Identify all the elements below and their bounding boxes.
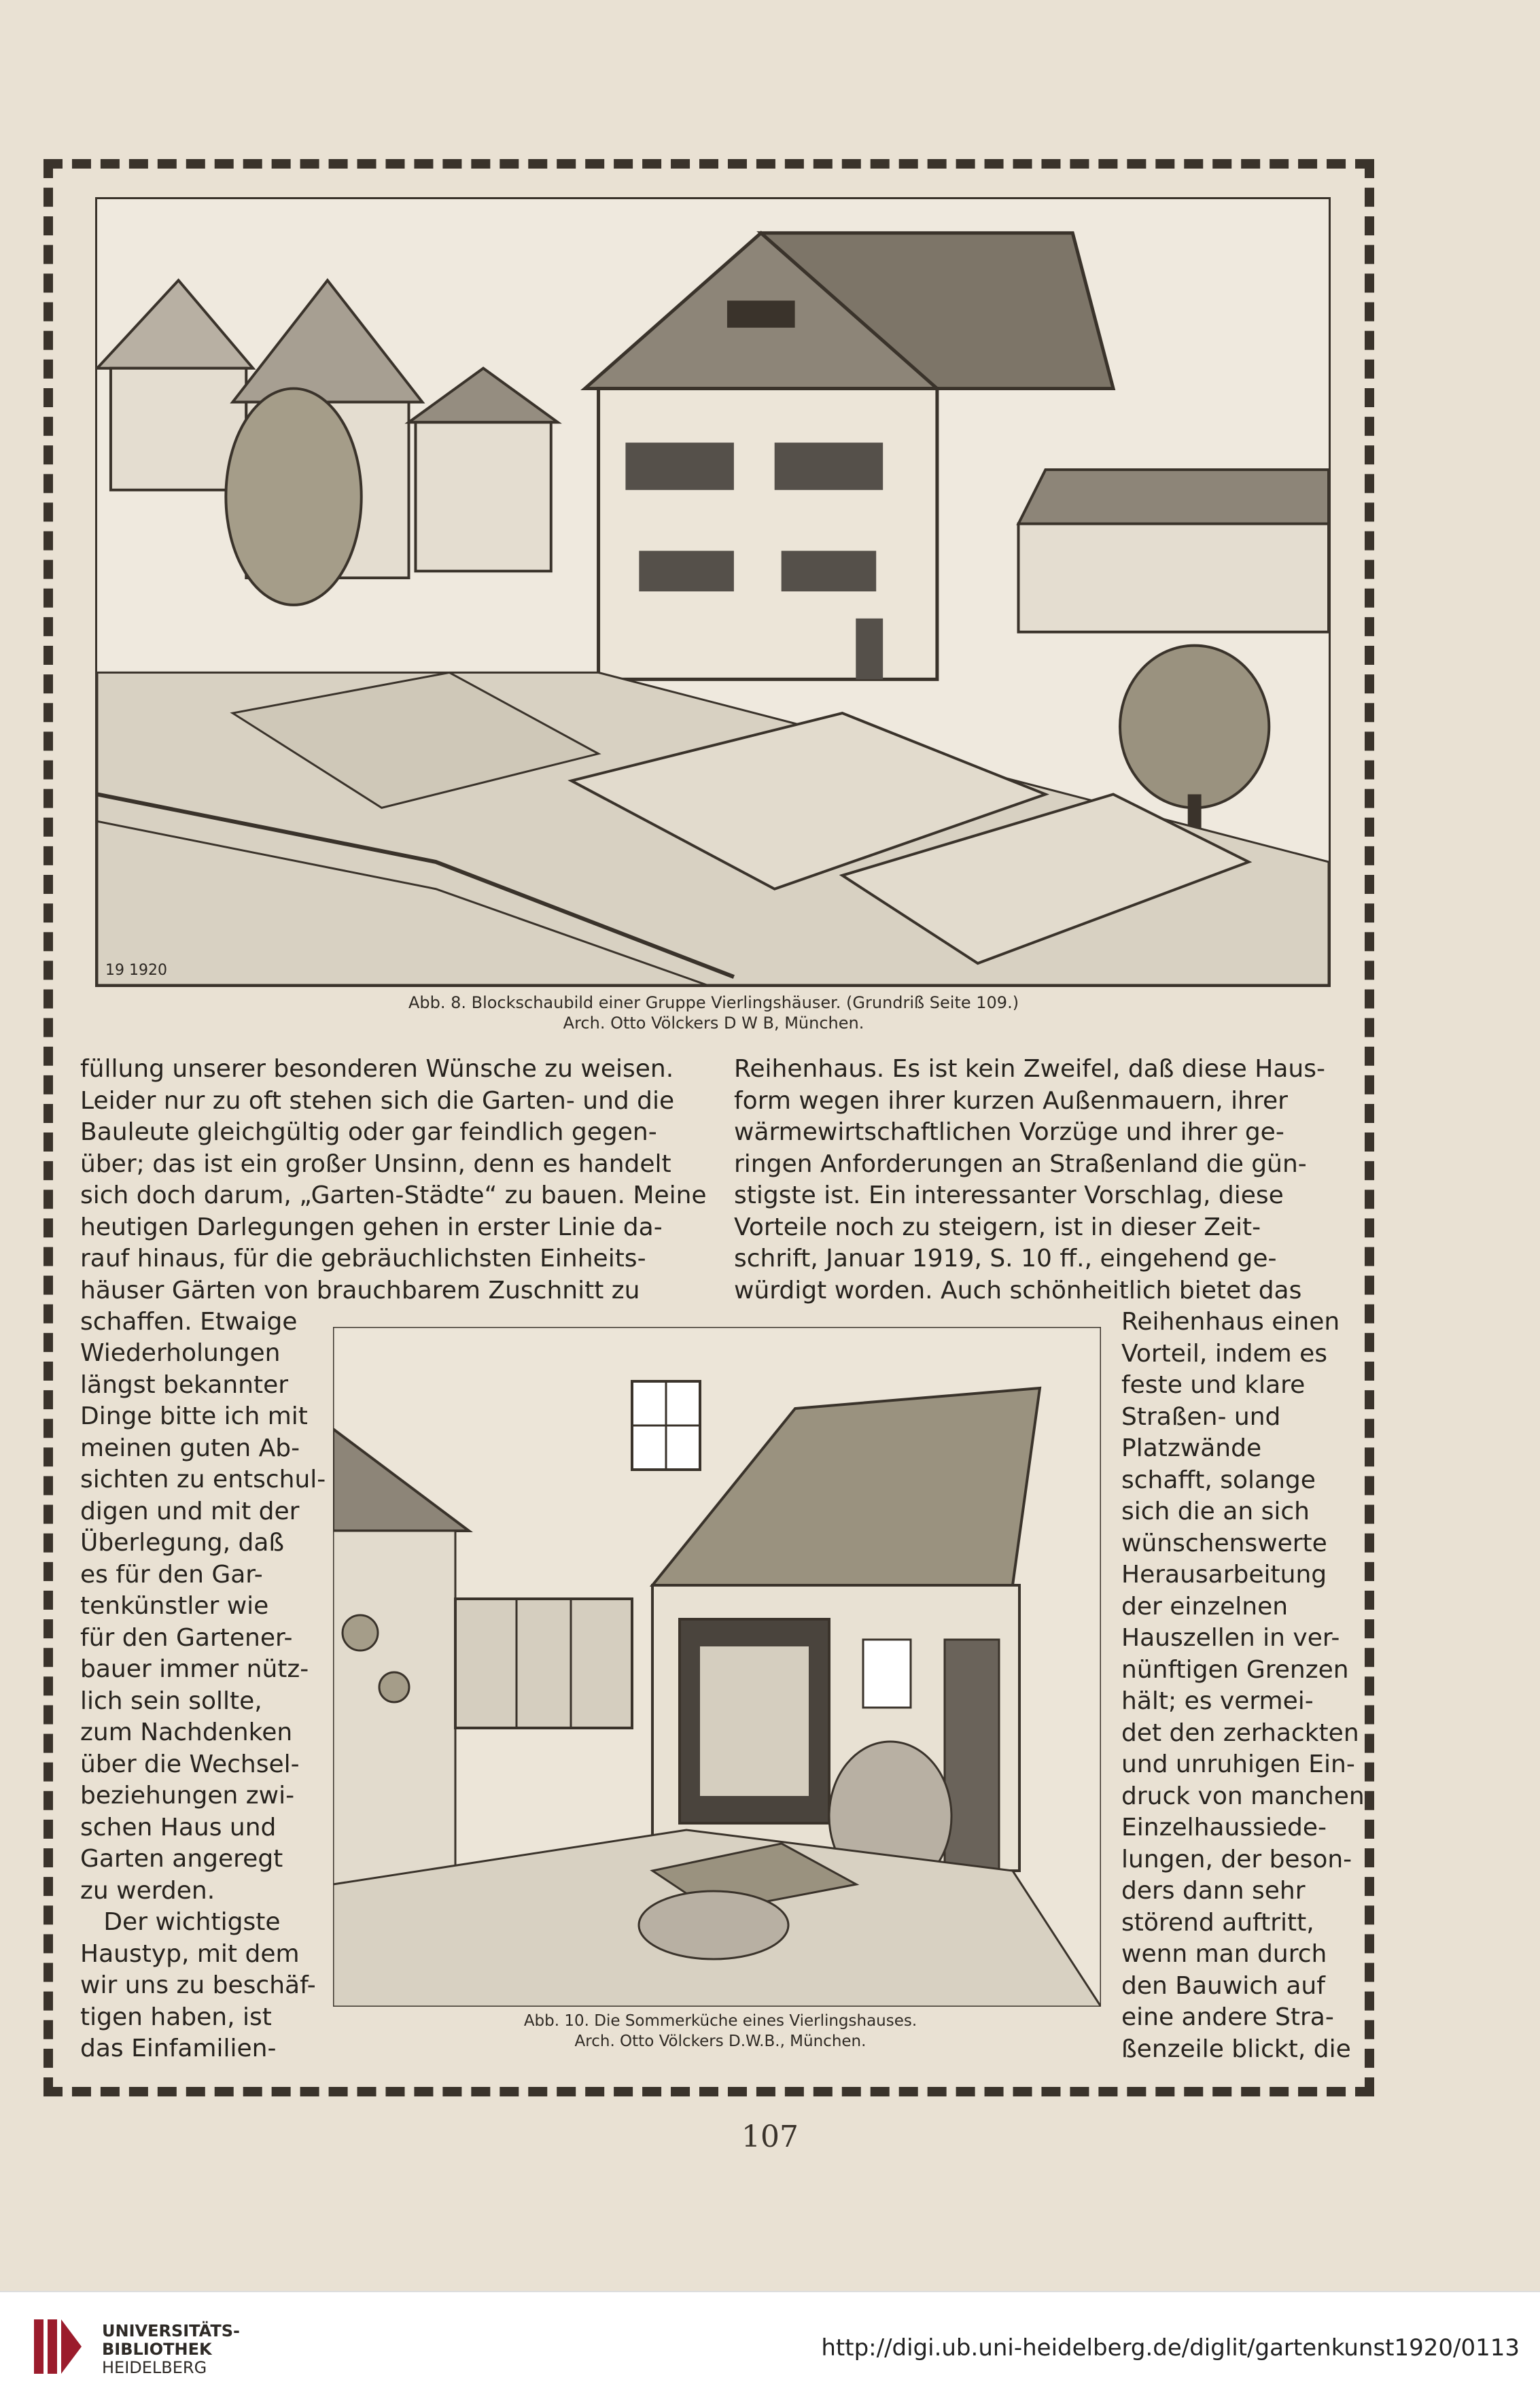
figure1-caption-line1: Abb. 8. Blockschaubild einer Gruppe Vierlingshäuser. (Grundriß Seite 109.) bbox=[408, 993, 1019, 1012]
text-line: längst bekannter bbox=[80, 1370, 289, 1399]
text-line: Herausarbeitung bbox=[1121, 1561, 1327, 1589]
text-line: Reihenhaus. Es ist kein Zweifel, daß diese Haus- bbox=[734, 1055, 1325, 1083]
column-left-narrow bbox=[80, 1338, 332, 2065]
text-line: schen Haus und bbox=[80, 1813, 277, 1842]
figure-signature: 19 1920 bbox=[105, 962, 167, 979]
page-number: 107 bbox=[741, 2120, 799, 2154]
text-line: nünftigen Grenzen bbox=[1121, 1655, 1349, 1684]
text-line: stigste ist. Ein interessanter Vorschlag, diese bbox=[734, 1181, 1284, 1209]
text-line: sichten zu entschul- bbox=[80, 1466, 326, 1493]
text-line: Haustyp, mit dem bbox=[80, 1939, 300, 1968]
text-line: form wegen ihrer kurzen Außenmauern, ihrer bbox=[734, 1086, 1288, 1115]
library-footer bbox=[0, 2291, 1540, 2403]
text-line: Hauszellen in ver- bbox=[1121, 1624, 1340, 1652]
text-line: häuser Gärten von brauchbarem Zuschnitt zu bbox=[80, 1276, 640, 1304]
figure2-caption-line1: Abb. 10. Die Sommerküche eines Vierlingshauses. bbox=[523, 2012, 917, 2030]
column-right-narrow bbox=[1121, 1307, 1365, 2065]
text-line: wünschenswerte bbox=[1121, 1529, 1327, 1557]
library-name-line2: BIBLIOTHEK bbox=[102, 2340, 212, 2359]
figure-blockschaubild bbox=[95, 197, 1331, 987]
figure1-caption bbox=[204, 992, 1223, 1033]
text-line: Garten angeregt bbox=[80, 1845, 283, 1873]
text-line: tenkünstler wie bbox=[80, 1592, 269, 1620]
figure1-caption-line2: Arch. Otto Völckers D W B, München. bbox=[563, 1014, 864, 1033]
text-line: tigen haben, ist bbox=[80, 2003, 272, 2031]
text-line: zu werden. bbox=[80, 1876, 215, 1905]
library-name bbox=[102, 2322, 240, 2377]
house-group-illustration bbox=[97, 199, 1329, 985]
text-line: sich die an sich bbox=[1121, 1498, 1310, 1525]
text-line: lungen, der beson- bbox=[1121, 1845, 1352, 1873]
library-name-line1: UNIVERSITÄTS- bbox=[102, 2321, 241, 2340]
column-left-top bbox=[80, 1054, 705, 1338]
text-line: schafft, solange bbox=[1121, 1466, 1316, 1494]
text-line: wärmewirtschaftlichen Vorzüge und ihrer ge- bbox=[734, 1118, 1284, 1146]
text-line: Dinge bitte ich mit bbox=[80, 1402, 308, 1430]
text-line: rauf hinaus, für die gebräuchlichsten Einheits- bbox=[80, 1245, 646, 1273]
university-library-logo-icon bbox=[27, 2313, 88, 2381]
text-line: Bauleute gleichgültig oder gar feindlich gegen- bbox=[80, 1118, 657, 1146]
text-line: den Bauwich auf bbox=[1121, 1971, 1325, 2000]
text-line: sich doch darum, „Garten-Städte“ zu bauen. Meine bbox=[80, 1181, 707, 1209]
text-line: schrift, Januar 1919, S. 10 ff., eingehend ge- bbox=[734, 1245, 1277, 1273]
text-line: Platzwände bbox=[1121, 1434, 1262, 1462]
text-line: Vorteil, indem es bbox=[1121, 1339, 1328, 1368]
text-line: Vorteile noch zu steigern, ist in dieser Zeit- bbox=[734, 1213, 1261, 1241]
text-line: eine andere Stra- bbox=[1121, 2003, 1334, 2031]
text-line: Wiederholungen bbox=[80, 1339, 281, 1367]
text-line: digen und mit der bbox=[80, 1497, 300, 1525]
text-line: druck von manchen bbox=[1121, 1782, 1365, 1810]
text-line: zum Nachdenken bbox=[80, 1718, 293, 1746]
library-name-line3: HEIDELBERG bbox=[102, 2358, 207, 2377]
text-line: beziehungen zwi- bbox=[80, 1782, 295, 1810]
text-line: det den zerhackten bbox=[1121, 1718, 1359, 1747]
text-line: füllung unserer besonderen Wünsche zu weisen. bbox=[80, 1055, 674, 1083]
text-line: Leider nur zu oft stehen sich die Garten- und die bbox=[80, 1086, 675, 1115]
text-line: Der wichtigste bbox=[80, 1908, 281, 1936]
text-line: störend auftritt, bbox=[1121, 1908, 1314, 1937]
text-line: würdigt worden. Auch schönheitlich bietet das bbox=[734, 1276, 1302, 1304]
text-line: heutigen Darlegungen gehen in erster Linie da- bbox=[80, 1213, 663, 1241]
text-line: ders dann sehr bbox=[1121, 1877, 1306, 1905]
text-line: wir uns zu beschäf- bbox=[80, 1971, 316, 1999]
text-line: feste und klare bbox=[1121, 1371, 1306, 1399]
figure-sommerkueche bbox=[333, 1327, 1101, 2007]
text-line: ringen Anforderungen an Straßenland die gün- bbox=[734, 1149, 1307, 1178]
column-right-top bbox=[734, 1054, 1346, 1307]
text-line: Reihenhaus einen bbox=[1121, 1308, 1340, 1336]
text-line: Einzelhaussiede- bbox=[1121, 1814, 1327, 1842]
text-line: über; das ist ein großer Unsinn, denn es handelt bbox=[80, 1149, 671, 1178]
text-line: für den Gartener- bbox=[80, 1623, 293, 1652]
text-line: Überlegung, daß bbox=[80, 1529, 285, 1557]
text-line: es für den Gar- bbox=[80, 1560, 263, 1589]
text-line: wenn man durch bbox=[1121, 1940, 1327, 1968]
text-line: meinen guten Ab- bbox=[80, 1434, 300, 1462]
summer-kitchen-illustration bbox=[333, 1327, 1101, 2007]
text-line: lich sein sollte, bbox=[80, 1687, 262, 1715]
figure2-caption bbox=[381, 2011, 1060, 2052]
text-line: schaffen. Etwaige bbox=[80, 1308, 298, 1336]
text-line: und unruhigen Ein- bbox=[1121, 1750, 1355, 1778]
text-line: ßenzeile blickt, die bbox=[1121, 2035, 1351, 2063]
text-line: das Einfamilien- bbox=[80, 2035, 277, 2062]
source-url-link[interactable]: http://digi.ub.uni-heidelberg.de/diglit/gartenkunst1920/0113 bbox=[821, 2334, 1520, 2362]
text-line: über die Wechsel- bbox=[80, 1750, 300, 1778]
figure2-caption-line2: Arch. Otto Völckers D.W.B., München. bbox=[574, 2033, 867, 2050]
text-line: bauer immer nütz- bbox=[80, 1655, 309, 1683]
text-line: hält; es vermei- bbox=[1121, 1687, 1314, 1715]
text-line: Straßen- und bbox=[1121, 1402, 1281, 1431]
text-line: der einzelnen bbox=[1121, 1592, 1289, 1621]
